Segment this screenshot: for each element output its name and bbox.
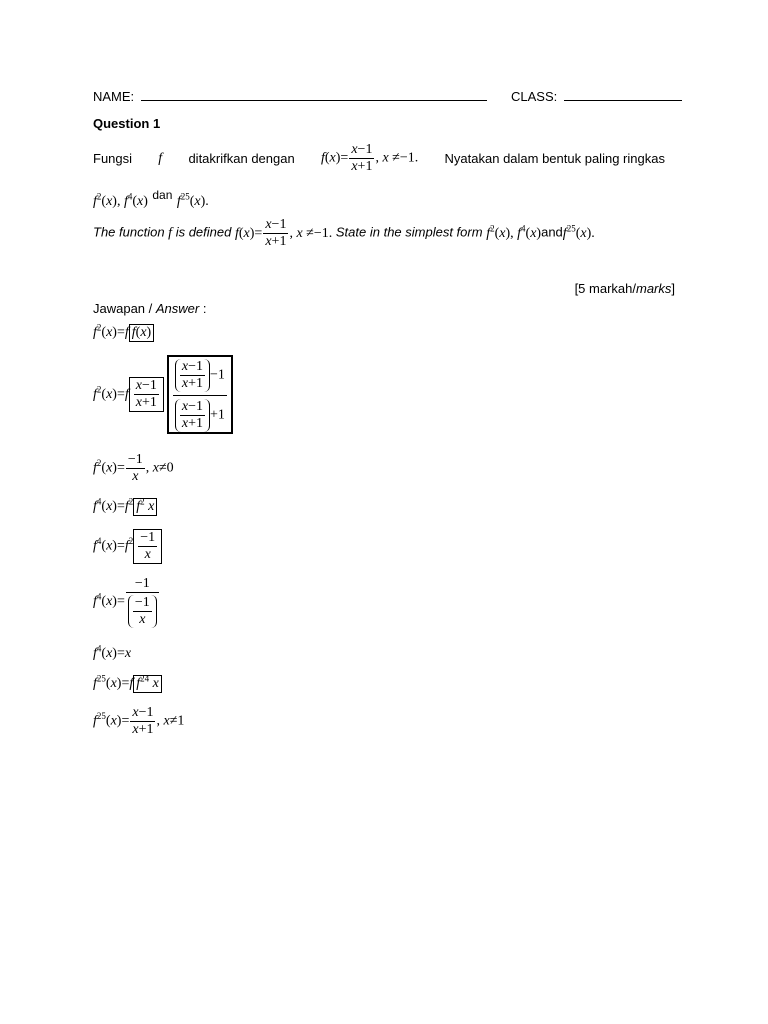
f25-expression: $f^{25}(x)$. — [562, 223, 595, 241]
working-line-8: $f^{25}(x)=f$ $f^{24}$ x — [93, 675, 162, 693]
working-line-7: $f^4(x)=x$ — [93, 643, 132, 661]
working-line-6: $f^4(x)=$ $\frac{-1}{\frac{-1}{x}}$ — [93, 576, 160, 628]
f-list: $f^2(x)$, $f^4(x)$ — [486, 223, 542, 241]
name-label-row — [93, 89, 487, 104]
fraction: $\frac{x-1}{x+1}$ — [265, 217, 287, 249]
function-definition: f(x)= $\frac{x-1}{x+1}$ , x ≠−1. — [320, 142, 419, 174]
malay-text-2: ditakrifkan dengan — [188, 151, 295, 166]
malay-statement-line1 — [93, 142, 665, 175]
function-definition: f(x)= $\frac{x-1}{x+1}$ , x ≠−1. — [234, 217, 333, 249]
answer-label-en: Answer — [155, 301, 200, 316]
malay-text-1: Fungsi — [93, 151, 133, 166]
marks-close: ] — [671, 281, 675, 296]
english-conj: and — [541, 224, 563, 240]
marks-text: [5 markah/ — [574, 281, 636, 296]
f25-expression: $f^{25}(x)$. — [176, 191, 209, 210]
malay-text-3: Nyatakan dalam bentuk paling ringkas — [444, 151, 665, 166]
marks-text-en: marks — [635, 281, 672, 296]
bracket-outer — [167, 355, 233, 434]
malay-conj: dan — [152, 188, 173, 202]
english-statement — [93, 217, 595, 250]
fraction: $\frac{x-1}{x+1}$ — [351, 142, 373, 174]
answer-label — [93, 301, 206, 316]
name-label: NAME: — [93, 89, 135, 104]
english-text-1: The function — [93, 224, 165, 240]
bracket-inner: $\frac{x-1}{x+1}$ — [129, 377, 164, 412]
answer-label-colon: : — [199, 301, 207, 316]
malay-statement-line2 — [93, 188, 209, 210]
answer-label-ms: Jawapan / — [93, 301, 156, 316]
class-label-row — [511, 89, 682, 104]
marks-label — [575, 281, 675, 296]
f2-expression: $f^2(x)$, $f^4(x)$ — [93, 191, 148, 210]
class-blank[interactable] — [564, 89, 682, 101]
working-line-1: $f^2(x)=f$ f(x) — [93, 324, 154, 342]
function-symbol: f — [158, 150, 163, 166]
working-line-5: $f^4(x)=f^2$ $\frac{-1}{x}$ — [93, 529, 162, 564]
question-title: Question 1 — [93, 116, 161, 131]
working-line-2: $f^2(x)=f$ $\frac{x-1}{x+1}$ $\frac{x-1}{x+1}$ −1 $\frac{x-1}{x+1}$ +1 — [93, 355, 233, 434]
function-symbol: f — [168, 225, 173, 241]
class-label: CLASS: — [511, 89, 558, 104]
working-line-9: $f^{25}(x)=$ $\frac{x-1}{x+1}$ , x≠1 — [93, 705, 185, 737]
working-line-4: $f^4(x)=f^2$ $f^2$ x — [93, 498, 157, 516]
name-blank[interactable] — [141, 89, 487, 101]
nested-fraction: $\frac{x-1}{x+1}$ −1 $\frac{x-1}{x+1}$ +1 — [173, 357, 227, 432]
working-line-3: $f^2(x)=$ $\frac{-1}{x}$ , x≠0 — [93, 452, 174, 484]
english-text-3: State in the simplest form — [335, 224, 483, 240]
english-text-2: is defined — [175, 224, 232, 240]
